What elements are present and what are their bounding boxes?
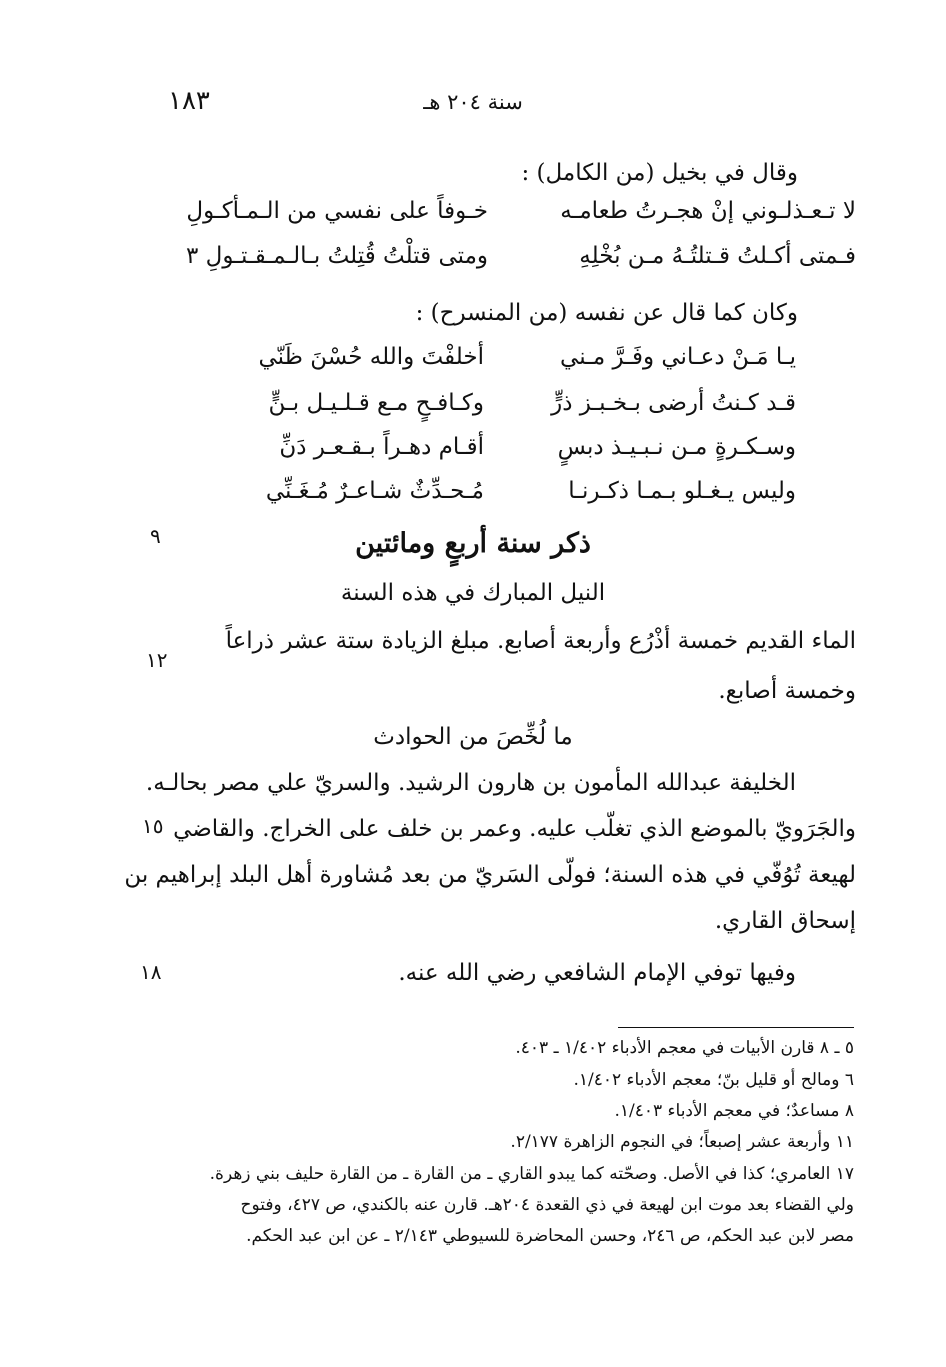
footnote-17-cont-2: مصر لابن عبد الحكم، ص ٢٤٦، وحسن المحاضرة للسيوطي ٢/١٤٣ ـ عن ابن عبد الحكم. [246, 1226, 854, 1246]
nile-line-1: الماء القديم خمسة أذْرُع وأربعة أصابع. مبلغ الزيادة ستة عشر ذراعاً [225, 628, 856, 654]
shafii-death-line: وفيها توفي الإمام الشافعي رضي الله عنه. [398, 960, 796, 986]
section-heading: ذكر سنة أربعٍ ومائتين [355, 528, 591, 559]
verse-5-first-hemistich: وسـكـرةٍ مـن نـبـيـذ دبسٍ [557, 434, 796, 460]
nile-heading: النيل المبارك في هذه السنة [340, 580, 606, 606]
events-line-2: والجَرَويّ بالموضع الذي تغلّب عليه. وعمر بن خلف على الخراج. والقاضي [173, 816, 856, 842]
verse-4-first-hemistich: قـد كـنتُ أرضى بـخـبـز ذرٍّ [551, 390, 796, 416]
verse-2-second-hemistich: ومتى قتلْتُ قُتِلتُ بـالـمـقـتـولِ ٣ [186, 243, 488, 269]
line-number-12: ١٢ [146, 648, 168, 672]
events-heading: ما لُخِّصَ من الحوادث [373, 724, 573, 750]
footnote-17: ١٧ العامري؛ كذا في الأصل. وصحّته كما يبدو القاري ـ من القارة ـ من القارة حليف بني زهرة. [209, 1164, 854, 1184]
page-number: ١٨٣ [168, 86, 210, 116]
verse-1-first-hemistich: لا تـعـذلـوني إنْ هجـرتُ طعامـه [560, 198, 856, 224]
line-number-9: ٩ [150, 524, 161, 548]
footnote-rule [618, 1027, 854, 1028]
events-line-3: لهيعة تُوُفّي في هذه السنة؛ فولّى السَريّ من بعد مُشاورة أهل البلد إبراهيم بن [124, 862, 856, 888]
events-line-1: الخليفة عبدالله المأمون بن هارون الرشيد. والسريّ علي مصر بحالـه. [145, 770, 796, 796]
poem-intro-kamil: وقال في بخيل (من الكامل) : [521, 160, 798, 186]
line-number-15: ١٥ [142, 814, 164, 838]
footnote-8: ٨ مساعدٌ؛ في معجم الأدباء ١/٤٠٣. [614, 1101, 854, 1121]
footnote-6: ٦ ومالح أو قليل بنّ؛ معجم الأدباء ١/٤٠٢. [573, 1070, 854, 1090]
verse-6-second-hemistich: مُـحـدِّثٌ شـاعـرٌ مُـغَـنِّي [265, 478, 484, 504]
running-head: سنة ٢٠٤ هـ [423, 90, 523, 114]
line-number-18: ١٨ [140, 960, 162, 984]
verse-5-second-hemistich: أقـام دهـراً بـقـعـر دَنِّ [279, 434, 484, 460]
verse-6-first-hemistich: وليس يـغـلو بـمـا ذكـرنـا [568, 478, 796, 504]
footnote-17-cont-1: ولي القضاء بعد موت ابن لهيعة في ذي القعدة ٢٠٤هـ. قارن عنه بالكندي، ص ٤٢٧، وفتوح [240, 1195, 854, 1215]
verse-3-first-hemistich: يـا مَـنْ دعـاني وفَـرَّ مـني [560, 344, 796, 370]
footnote-11: ١١ وأربعة عشر إصبعاً؛ في النجوم الزاهرة ٢/١٧٧. [510, 1132, 854, 1152]
poem-intro-munsarih: وكان كما قال عن نفسه (من المنسرح) : [415, 300, 798, 326]
verse-4-second-hemistich: وكـافـحٍ مـع قـلـيـل بـنٍّ [268, 390, 484, 416]
verse-2-first-hemistich: فـمتى أكـلتُ قـتلتُـهُ مـن بُخْلِهِ [579, 243, 856, 269]
verse-1-second-hemistich: خـوفاً على نفسي من الـمـأكـولِ [186, 198, 488, 224]
events-line-4: إسحاق القاري. [714, 908, 856, 934]
nile-line-2: وخمسة أصابع. [718, 678, 856, 704]
footnote-5-8: ٥ ـ ٨ قارن الأبيات في معجم الأدباء ١/٤٠٢ ـ ٤٠٣. [515, 1038, 854, 1058]
verse-3-second-hemistich: أخلفْتَ والله حُسْنَ ظَنّي [258, 344, 484, 370]
